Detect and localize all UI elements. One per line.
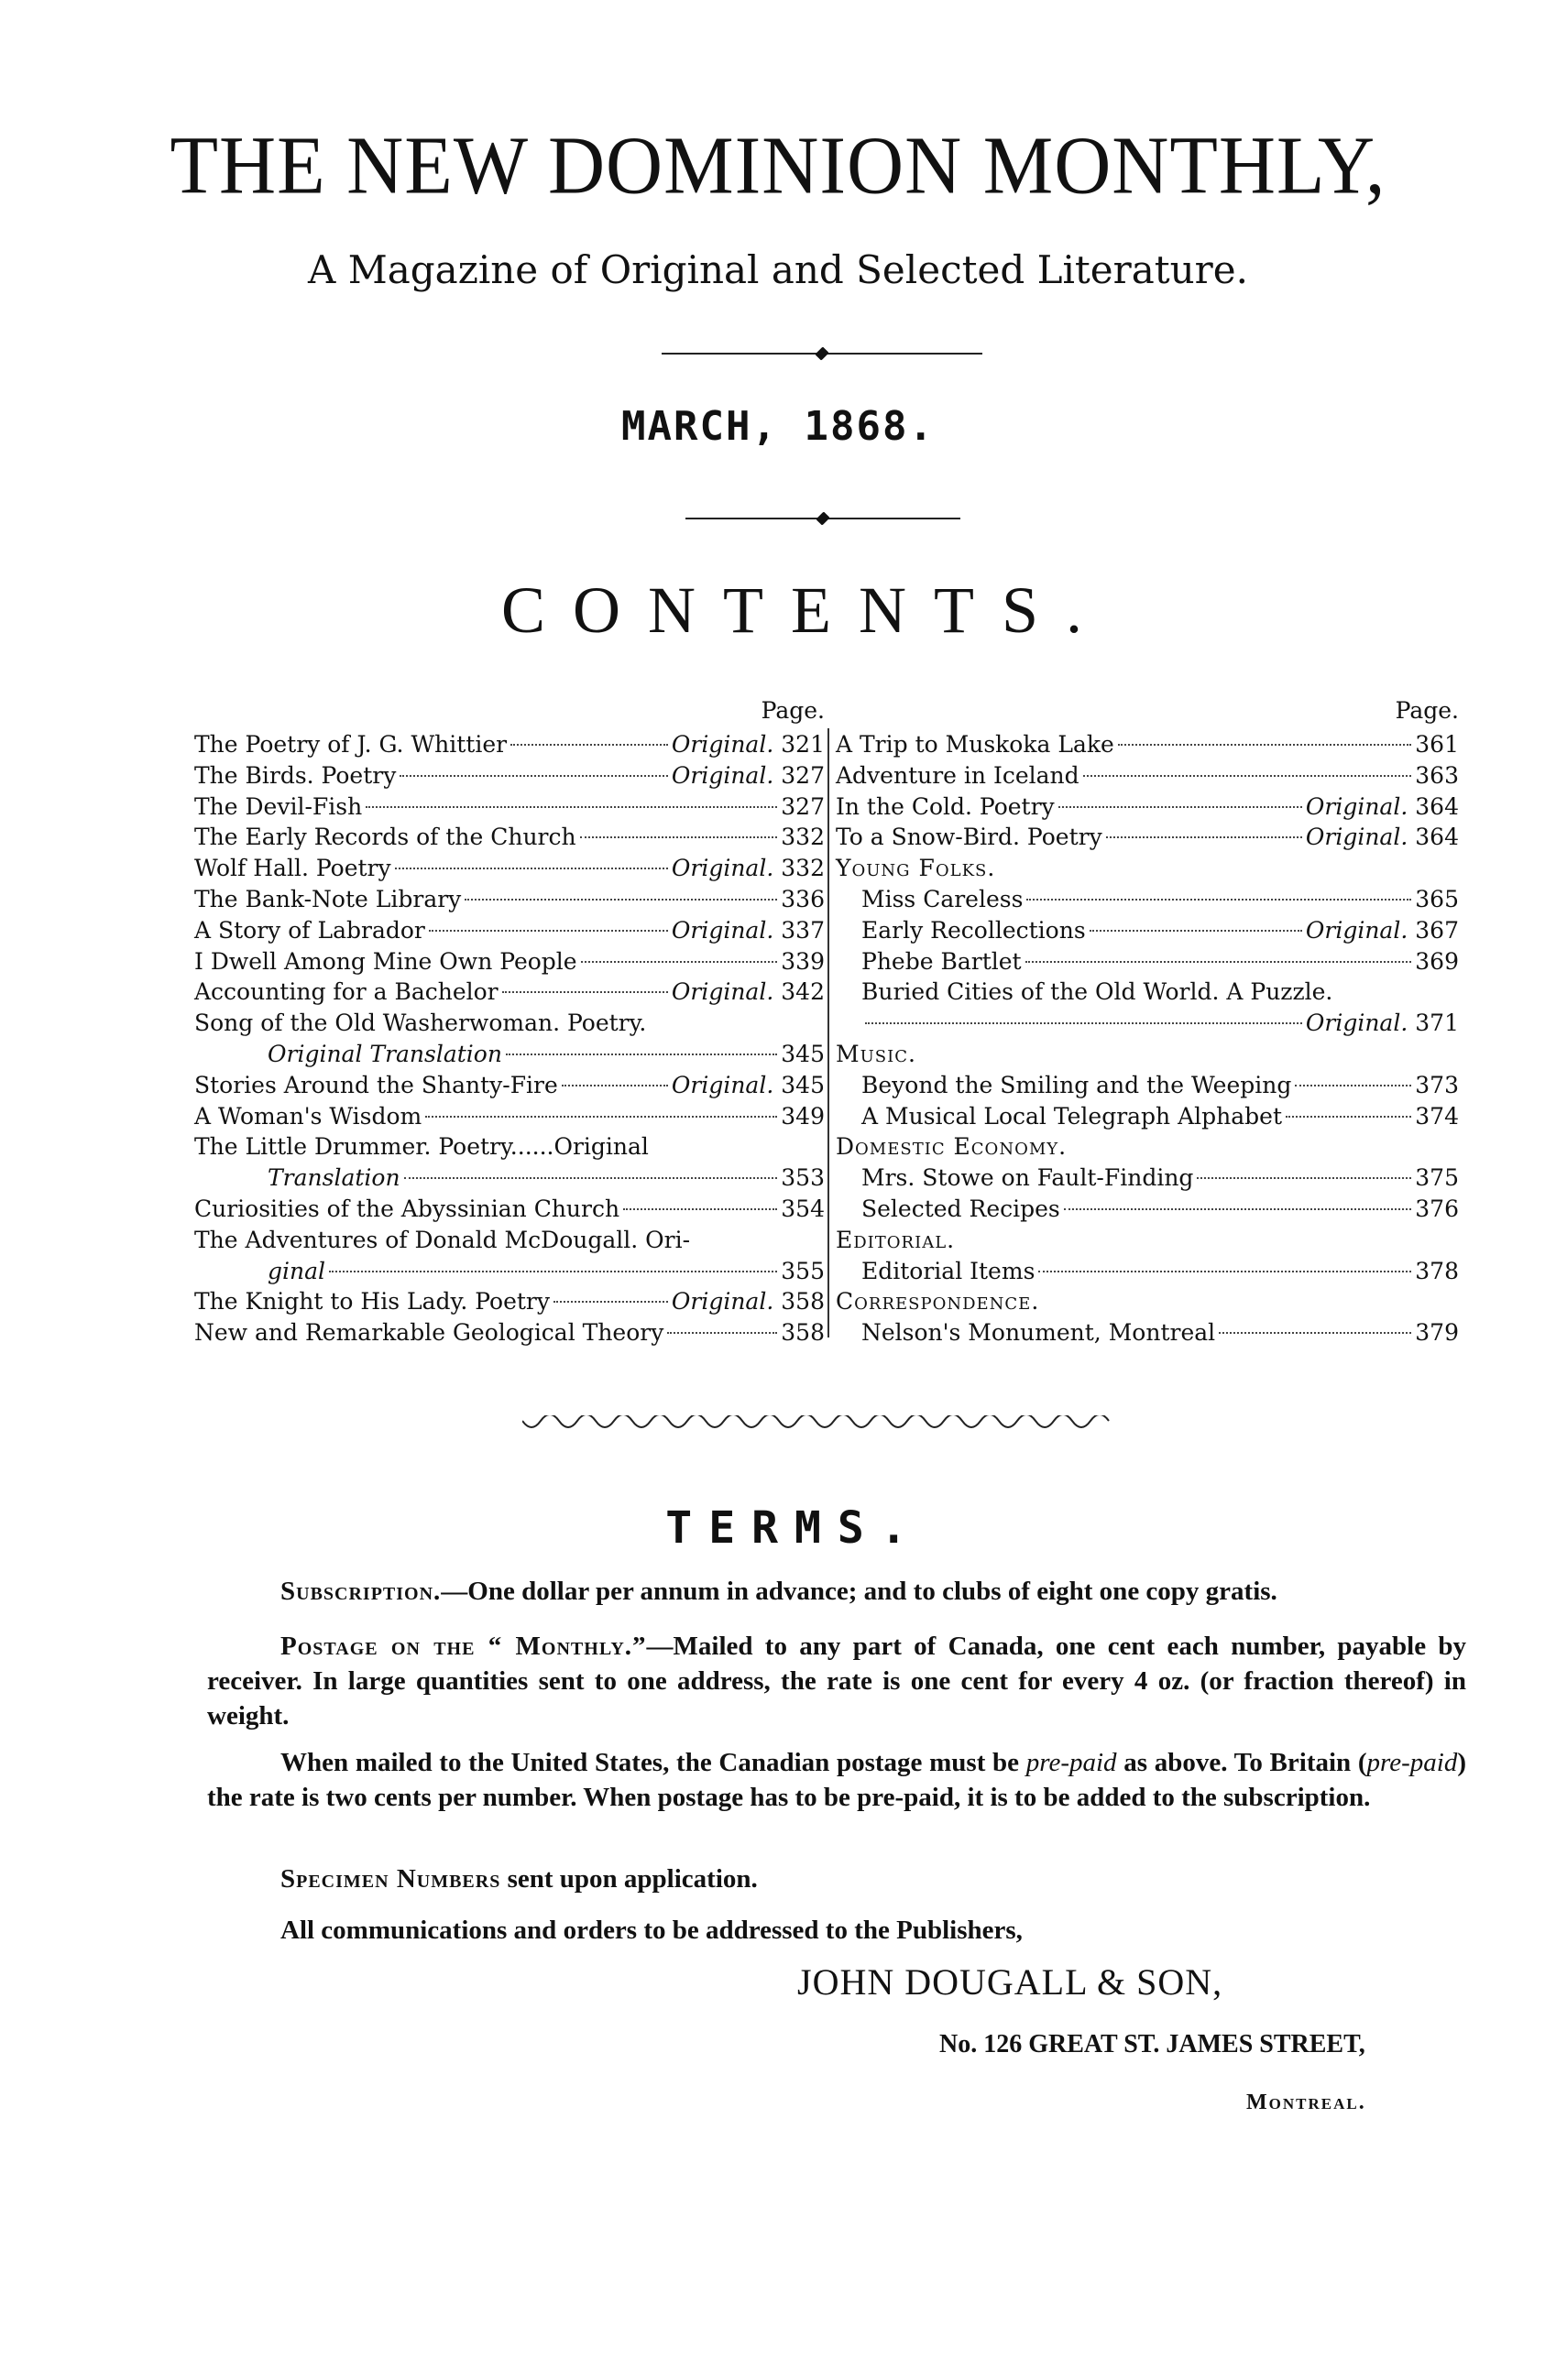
terms-postage xyxy=(207,1629,1466,1733)
toc-section-heading: Young Folks. xyxy=(836,855,996,882)
toc-entry-title: A Story of Labrador xyxy=(194,916,425,944)
toc-entry-origin: Original. xyxy=(671,1288,774,1316)
toc-entry-origin: Original. xyxy=(671,1071,774,1098)
toc-entry-title: Editorial Items xyxy=(861,1257,1036,1284)
subscription-text: —One dollar per annum in advance; and to clubs of eight one copy gratis. xyxy=(441,1577,1277,1606)
leader-dots xyxy=(553,1301,668,1303)
toc-entry-page: 321 xyxy=(781,731,825,758)
rule-ornament xyxy=(815,346,828,360)
toc-entry xyxy=(194,822,825,853)
leader-dots xyxy=(623,1208,777,1210)
leader-dots xyxy=(1295,1085,1411,1086)
leader-dots xyxy=(329,1271,777,1272)
toc-entry-title: Wolf Hall. Poetry xyxy=(194,855,391,882)
toc-entry-title: The Adventures of Donald McDougall. Ori- xyxy=(194,1226,691,1253)
toc-entry xyxy=(836,1163,1459,1194)
page-column-label: Page. xyxy=(1395,697,1459,724)
toc-entry-page: 371 xyxy=(1415,1010,1459,1037)
toc-entry-page: 342 xyxy=(781,978,825,1006)
publisher-address: No. 126 GREAT ST. JAMES STREET, xyxy=(939,2030,1365,2058)
rule-ornament xyxy=(816,511,829,525)
toc-entry-title: The Bank-Note Library xyxy=(194,885,462,912)
us-postage-text: When mailed to the United States, the Canadian postage must be xyxy=(280,1748,1026,1777)
toc-entry xyxy=(194,1101,825,1132)
divider-rule-top xyxy=(662,353,982,355)
toc-entry xyxy=(194,977,825,1008)
toc-list xyxy=(194,1070,825,1132)
toc-entry-title: Original Translation xyxy=(268,1040,502,1067)
toc-entry xyxy=(194,1194,825,1225)
leader-dots xyxy=(1106,836,1302,838)
leader-dots xyxy=(400,775,668,777)
toc-entry-page: 345 xyxy=(781,1071,825,1098)
toc-entry-title: Buried Cities of the Old World. A Puzzle. xyxy=(861,978,1333,1006)
toc-entry-title: A Woman's Wisdom xyxy=(194,1102,422,1130)
contents-heading: CONTENTS. xyxy=(501,573,1110,647)
toc-entry-page: 336 xyxy=(781,885,825,912)
leader-dots xyxy=(1118,744,1411,746)
toc-entry-title: The Early Records of the Church xyxy=(194,824,576,851)
postage-text: —Mailed to any part of Canada, one cent each number, payable by receiver. In large quantities sent to one address, the rate is one cent for every 4 oz. (or fraction thereof) in weight. xyxy=(207,1632,1466,1730)
terms-subscription xyxy=(207,1574,1466,1609)
toc-entry xyxy=(836,915,1459,946)
magazine-title: THE NEW DOMINION MONTHLY, xyxy=(170,118,1386,212)
toc-entry-title: Stories Around the Shanty-Fire xyxy=(194,1071,558,1098)
toc-entry-title: Nelson's Monument, Montreal xyxy=(861,1319,1216,1347)
toc-entry-title: Song of the Old Washerwoman. Poetry. xyxy=(194,1010,647,1037)
toc-entry-page: 365 xyxy=(1415,885,1459,912)
toc-entry xyxy=(194,1256,825,1287)
toc-list xyxy=(836,1256,1459,1287)
toc-entry-title: Adventure in Iceland xyxy=(836,761,1079,789)
toc-entry-title: The Knight to His Lady. Poetry xyxy=(194,1288,550,1316)
toc-entry xyxy=(194,792,825,823)
toc-entry-page: 363 xyxy=(1415,761,1459,789)
toc-entry-page: 327 xyxy=(781,761,825,789)
toc-entry-page: 337 xyxy=(781,916,825,944)
toc-entry-title: Mrs. Stowe on Fault-Finding xyxy=(861,1164,1194,1192)
toc-entry-page: 327 xyxy=(781,792,825,820)
toc-entry xyxy=(836,729,1459,760)
toc-entry-origin: Original. xyxy=(1305,824,1408,851)
prepaid-emphasis: pre-paid xyxy=(1025,1748,1117,1777)
terms-heading: TERMS. xyxy=(665,1502,924,1554)
leader-dots xyxy=(506,1054,777,1055)
toc-entry-page: 332 xyxy=(781,824,825,851)
toc-list xyxy=(194,729,825,1008)
specimen-label: Specimen Numbers xyxy=(280,1864,501,1894)
leader-dots xyxy=(425,1116,777,1118)
toc-entry-page: 364 xyxy=(1415,824,1459,851)
toc-list xyxy=(836,729,1459,853)
toc-entry xyxy=(194,729,825,760)
toc-entry xyxy=(836,822,1459,853)
toc-entry-page: 364 xyxy=(1415,792,1459,820)
toc-entry xyxy=(194,915,825,946)
leader-dots xyxy=(395,868,668,869)
toc-right-column xyxy=(836,693,1459,1348)
divider-rule-middle xyxy=(685,518,960,519)
toc-section-heading: Domestic Economy. xyxy=(836,1133,1068,1161)
toc-entry-title: A Musical Local Telegraph Alphabet xyxy=(861,1102,1283,1130)
magazine-subtitle: A Magazine of Original and Selected Literature. xyxy=(308,247,1248,292)
column-divider xyxy=(827,728,829,1337)
toc-entry-title: Miss Careless xyxy=(861,885,1024,912)
toc-entry-title: The Poetry of J. G. Whittier xyxy=(194,731,508,758)
toc-entry xyxy=(194,884,825,915)
toc-entry-title: New and Remarkable Geological Theory xyxy=(194,1319,664,1347)
issue-date: MARCH, 1868. xyxy=(621,403,935,450)
leader-dots xyxy=(465,899,777,901)
us-postage-text: as above. To Britain ( xyxy=(1116,1748,1367,1777)
leader-dots xyxy=(581,961,778,963)
toc-entry-page: 378 xyxy=(1415,1257,1459,1284)
toc-entry-page: 345 xyxy=(781,1040,825,1067)
toc-entry xyxy=(194,1039,825,1070)
toc-entry xyxy=(194,1286,825,1317)
toc-list xyxy=(836,1317,1459,1348)
prepaid-emphasis: pre-paid xyxy=(1366,1748,1458,1777)
toc-entry-page: 374 xyxy=(1415,1102,1459,1130)
leader-dots xyxy=(667,1332,777,1334)
toc-entry-origin: Original. xyxy=(671,855,774,882)
toc-entry-page: 339 xyxy=(781,947,825,975)
toc-list xyxy=(194,1286,825,1348)
toc-entry-title: Curiosities of the Abyssinian Church xyxy=(194,1195,620,1222)
toc-entry xyxy=(836,884,1459,915)
publisher-name: JOHN DOUGALL & SON, xyxy=(797,1961,1223,2003)
toc-entry-origin: Original. xyxy=(671,761,774,789)
leader-dots xyxy=(562,1085,668,1086)
toc-entry xyxy=(836,1008,1459,1039)
toc-entry xyxy=(194,946,825,977)
toc-entry-title: The Little Drummer. Poetry......Original xyxy=(194,1133,649,1161)
toc-entry-page: 355 xyxy=(781,1257,825,1284)
toc-entry xyxy=(194,1070,825,1101)
leader-dots xyxy=(1219,1332,1411,1334)
leader-dots xyxy=(1197,1177,1411,1179)
leader-dots xyxy=(502,991,668,993)
toc-section-heading: Editorial. xyxy=(836,1226,956,1253)
toc-entry-page: 369 xyxy=(1415,947,1459,975)
toc-entry xyxy=(836,792,1459,823)
toc-entry-page: 349 xyxy=(781,1102,825,1130)
wavy-divider-ornament xyxy=(522,1415,1118,1437)
toc-entry xyxy=(194,853,825,884)
leader-dots xyxy=(510,744,668,746)
toc-entry-page: 361 xyxy=(1415,731,1459,758)
toc-entry-page: 353 xyxy=(781,1164,825,1192)
toc-entry-origin: Original. xyxy=(1305,792,1408,820)
toc-entry xyxy=(194,760,825,792)
leader-dots xyxy=(1064,1208,1412,1210)
leader-dots xyxy=(1058,806,1302,808)
toc-entry-title: To a Snow-Bird. Poetry xyxy=(836,824,1102,851)
leader-dots xyxy=(366,806,777,808)
leader-dots xyxy=(429,930,668,932)
toc-entry-page: 376 xyxy=(1415,1195,1459,1222)
toc-entry xyxy=(836,760,1459,792)
toc-entry-origin: Original. xyxy=(1305,1010,1408,1037)
us-postage-text: ) the rate is two cents per number. When postage has to be pre-paid, it is to be added to the subscription. xyxy=(207,1748,1466,1812)
toc-entry-origin: Original. xyxy=(671,916,774,944)
terms-us-postage xyxy=(207,1745,1466,1815)
toc-entry xyxy=(194,1317,825,1348)
toc-entry-page: 367 xyxy=(1415,916,1459,944)
toc-list xyxy=(836,884,1459,977)
toc-entry-title: Early Recollections xyxy=(861,916,1086,944)
toc-entry-page: 358 xyxy=(781,1288,825,1316)
leader-dots xyxy=(1083,775,1412,777)
leader-dots xyxy=(404,1177,778,1179)
leader-dots xyxy=(1090,930,1302,932)
leader-dots xyxy=(580,836,778,838)
toc-entry-title: A Trip to Muskoka Lake xyxy=(836,731,1114,758)
toc-list xyxy=(836,1163,1459,1225)
toc-entry-title: Phebe Bartlet xyxy=(861,947,1022,975)
toc-entry xyxy=(836,1194,1459,1225)
toc-entry-page: 332 xyxy=(781,855,825,882)
leader-dots xyxy=(1025,961,1412,963)
toc-entry-page: 358 xyxy=(781,1319,825,1347)
toc-entry-origin: Original. xyxy=(671,731,774,758)
toc-section-heading: Correspondence. xyxy=(836,1288,1040,1316)
toc-entry xyxy=(836,1256,1459,1287)
leader-dots xyxy=(1038,1271,1411,1272)
leader-dots xyxy=(865,1022,1302,1024)
toc-entry-title: Translation xyxy=(268,1164,400,1192)
subscription-label: Subscription. xyxy=(280,1577,442,1606)
toc-entry xyxy=(836,1101,1459,1132)
toc-entry-title: Accounting for a Bachelor xyxy=(194,978,499,1006)
toc-entry-page: 379 xyxy=(1415,1319,1459,1347)
toc-entry-title: Beyond the Smiling and the Weeping xyxy=(861,1071,1292,1098)
toc-entry-title: The Devil-Fish xyxy=(194,792,363,820)
toc-list xyxy=(194,1194,825,1225)
toc-entry-page: 354 xyxy=(781,1195,825,1222)
toc-entry-title: I Dwell Among Mine Own People xyxy=(194,947,577,975)
toc-entry-title: Selected Recipes xyxy=(861,1195,1060,1222)
leader-dots xyxy=(1026,899,1411,901)
page-column-label: Page. xyxy=(761,697,825,724)
postage-label: Postage on the “ Monthly.” xyxy=(280,1632,647,1661)
toc-entry-origin: Original. xyxy=(671,978,774,1006)
publisher-city: Montreal. xyxy=(1246,2091,1366,2114)
leader-dots xyxy=(1286,1116,1411,1118)
toc-list xyxy=(836,1070,1459,1132)
toc-entry xyxy=(836,1070,1459,1101)
toc-entry xyxy=(836,946,1459,977)
terms-specimen xyxy=(207,1861,940,1896)
toc-entry-page: 375 xyxy=(1415,1164,1459,1192)
toc-entry xyxy=(194,1163,825,1194)
toc-entry-title: ginal xyxy=(268,1257,326,1284)
toc-entry-origin: Original. xyxy=(1305,916,1408,944)
toc-entry-title: In the Cold. Poetry xyxy=(836,792,1055,820)
toc-entry-page: 373 xyxy=(1415,1071,1459,1098)
terms-communications: All communications and orders to be addressed to the Publishers, xyxy=(280,1916,1023,1945)
toc-section-heading: Music. xyxy=(836,1040,916,1067)
toc-entry-title: The Birds. Poetry xyxy=(194,761,397,789)
toc-entry xyxy=(836,1317,1459,1348)
specimen-text: sent upon application. xyxy=(500,1864,758,1894)
toc-left-column xyxy=(194,693,825,1348)
